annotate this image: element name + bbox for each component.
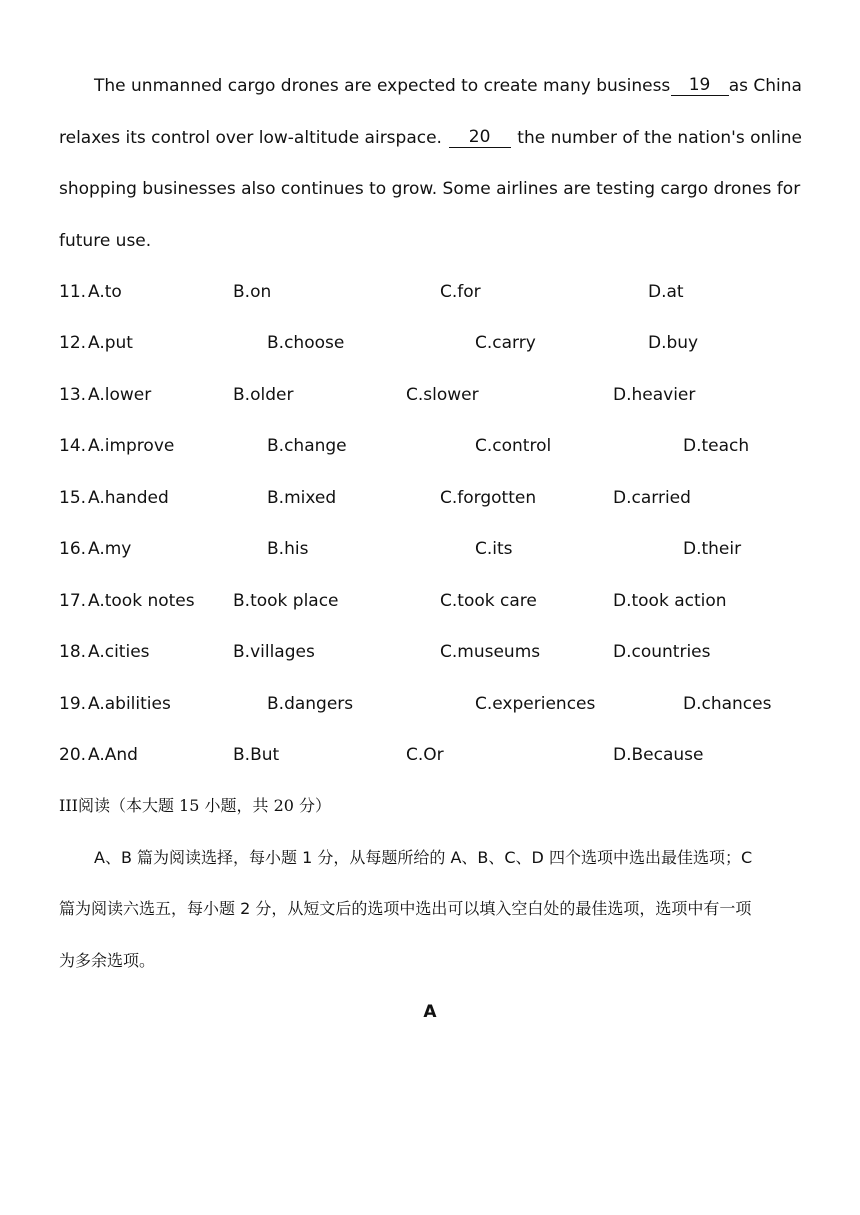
- option-c: C.slower: [406, 385, 479, 405]
- option-b: B.villages: [233, 642, 315, 662]
- option-d: D.countries: [613, 642, 711, 662]
- question-row-13: [59, 385, 802, 405]
- option-a: A.cities: [88, 642, 150, 662]
- option-c: C.took care: [440, 591, 537, 611]
- question-row-15: [59, 488, 802, 508]
- option-b: B.But: [233, 745, 280, 765]
- passage-line-4: [59, 231, 802, 251]
- instruction-line-2: 篇为阅读六选五，每小题 2 分，从短文后的选项中选出可以填入空白处的最佳选项，选项中有一项: [59, 899, 752, 918]
- option-d: D.buy: [648, 333, 699, 353]
- section-heading: III阅读（本大题 15 小题，共 20 分）: [59, 796, 332, 815]
- option-a: A.took notes: [88, 591, 195, 611]
- question-row-16: [59, 539, 802, 559]
- passage-line-2-start: relaxes its control over low-altitude airspace.: [59, 128, 442, 148]
- question-number: 14.: [59, 436, 87, 456]
- option-d: D.Because: [613, 745, 704, 765]
- question-number: 20.: [59, 745, 87, 765]
- question-number: 16.: [59, 539, 87, 559]
- question-number: 15.: [59, 488, 87, 508]
- option-d: D.at: [648, 282, 684, 302]
- passage-line-1: [59, 76, 802, 96]
- blank-20: 20: [449, 128, 511, 148]
- option-c: C.for: [440, 282, 481, 302]
- option-d: D.chances: [683, 694, 772, 714]
- option-c: C.carry: [475, 333, 536, 353]
- question-row-11: [59, 282, 802, 302]
- option-a: A.abilities: [88, 694, 171, 714]
- option-b: B.choose: [267, 333, 345, 353]
- instruction-line-1: A、B 篇为阅读选择，每小题 1 分，从每题所给的 A、B、C、D 四个选项中选出最佳选项；C: [94, 848, 753, 867]
- option-b: B.older: [233, 385, 294, 405]
- option-c: C.Or: [406, 745, 444, 765]
- option-b: B.mixed: [267, 488, 337, 508]
- option-d: D.their: [683, 539, 742, 559]
- question-number: 11.: [59, 282, 87, 302]
- option-c: C.museums: [440, 642, 541, 662]
- option-a: A.lower: [88, 385, 152, 405]
- question-row-20: [59, 745, 802, 765]
- blank-19: 19: [671, 76, 729, 96]
- passage-line-3: [59, 179, 802, 199]
- option-b: B.change: [267, 436, 347, 456]
- question-number: 17.: [59, 591, 87, 611]
- option-c: C.experiences: [475, 694, 596, 714]
- option-d: D.heavier: [613, 385, 696, 405]
- option-a: A.to: [88, 282, 122, 302]
- question-number: 18.: [59, 642, 87, 662]
- option-b: B.his: [267, 539, 309, 559]
- option-b: B.on: [233, 282, 272, 302]
- option-a: A.And: [88, 745, 138, 765]
- question-row-12: [59, 333, 802, 353]
- option-a: A.my: [88, 539, 132, 559]
- option-c: C.forgotten: [440, 488, 537, 508]
- passage-line-2: [59, 128, 802, 148]
- question-row-14: [59, 436, 802, 456]
- question-number: 12.: [59, 333, 87, 353]
- option-d: D.carried: [613, 488, 691, 508]
- instruction-line-3: 为多余选项。: [59, 951, 156, 970]
- passage-line-4-text: future use.: [59, 231, 152, 251]
- option-b: B.took place: [233, 591, 339, 611]
- option-b: B.dangers: [267, 694, 354, 714]
- passage-line-1-end: as China: [728, 76, 802, 96]
- question-row-19: [59, 694, 802, 714]
- question-row-18: [59, 642, 802, 662]
- passage-line-1-text: The unmanned cargo drones are expected to create many business: [94, 76, 671, 96]
- passage-line-2-end: the number of the nation's online: [517, 128, 802, 148]
- option-d: D.teach: [683, 436, 750, 456]
- option-a: A.put: [88, 333, 133, 353]
- option-a: A.improve: [88, 436, 175, 456]
- option-a: A.handed: [88, 488, 169, 508]
- question-number: 19.: [59, 694, 87, 714]
- option-c: C.its: [475, 539, 513, 559]
- option-c: C.control: [475, 436, 552, 456]
- question-row-17: [59, 591, 802, 611]
- part-label: A: [423, 1002, 437, 1022]
- passage-line-3-text: shopping businesses also continues to grow. Some airlines are testing cargo drones for: [59, 179, 801, 199]
- option-d: D.took action: [613, 591, 727, 611]
- question-number: 13.: [59, 385, 87, 405]
